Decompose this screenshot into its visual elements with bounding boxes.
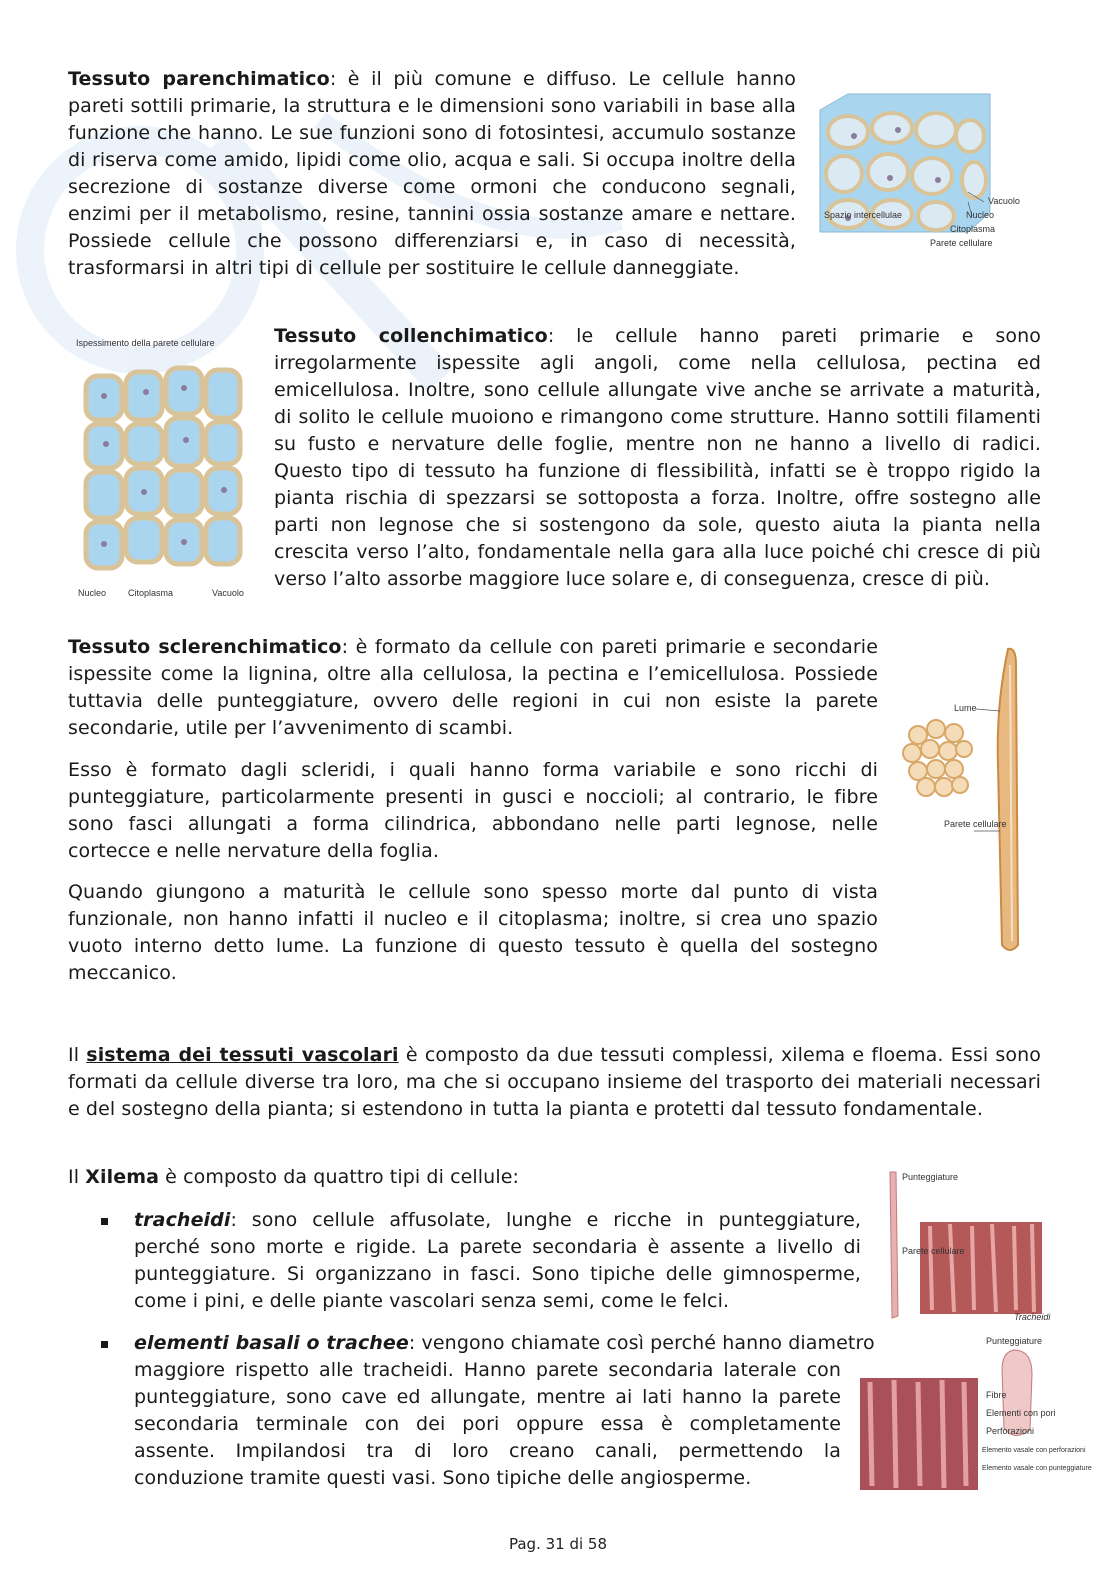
parenchimatico-text: : è il più comune e diffuso. Le cellule hanno pareti sottili primarie, la struttura e le dimensioni sono variabili in base alla funzione che hanno. Le sue funzioni sono di fotosintesi, accumulo sostanze di riserva come amido, lipidi come olio, acqua e sali. Si occupa inoltre della secrezione di sostanze diverse come ormoni che conducono segnali, enzimi per il metabolismo, resine, tannini ossia sostanze amare e nettare. Possiede cellule che possono differenziarsi e, in caso di necessità, trasformarsi in altri tipi di cellule per sostituire le cellule danneggiate. (68, 68, 796, 279)
label-citoplasma: Citoplasma (950, 224, 996, 234)
label-punteggiature: Punteggiature (986, 1336, 1043, 1346)
label-perforazioni: Perforazioni (986, 1426, 1035, 1436)
label-elemento-vasale-perforazioni: Elemento vasale con perforazioni (982, 1447, 1086, 1454)
trachee-figure (856, 1330, 1092, 1494)
label-lume: Lume (954, 703, 977, 713)
label-parete-cellulare: Parete cellulare (930, 238, 993, 248)
label-vacuolo: Vacuolo (988, 196, 1020, 206)
collenchimatico-paragraph (274, 323, 1041, 593)
xilema-heading: Xilema (85, 1166, 160, 1188)
xilema-paragraph (68, 1164, 868, 1191)
bullet-marker (101, 1218, 108, 1225)
sclerenchimatico-text-3: Quando giungono a maturità le cellule sono spesso morte dal punto di vista funzionale, non hanno infatti il nucleo e il citoplasma; inoltre, si crea uno spazio vuoto interno detto lume. La funzione di questo tessuto è quella del sostegno meccanico. (68, 881, 878, 984)
sclerenchimatico-heading: Tessuto sclerenchimatico (68, 636, 342, 658)
label-punteggiature: Punteggiature (902, 1172, 959, 1182)
bullet-trachee-rest (134, 1357, 841, 1492)
bullet-tracheidi (134, 1207, 861, 1315)
parenchyma-figure (818, 92, 1034, 257)
label-nucleo: Nucleo (78, 588, 107, 598)
collenchimatico-text: : le cellule hanno pareti primarie e sono irregolarmente ispessite agli angoli, come nella cellulosa, pectina ed emicellulosa. Inoltre, sono cellule allungate vive anche se arrivate a maturità, di solito le cellule muoiono e rimangono come strutture. Hanno sottili filamenti su fusto e nervature delle foglie, mentre non ne hanno a livello di radici. Questo tipo di tessuto ha funzione di flessibilità, infatti se è troppo rigido la pianta rischia di spezzarsi se sottoposta a forza. Inoltre, offre sostegno alle parti non legnose che si sostengono da sole, questo aiuta la pianta nella crescita verso l’alto, fondamentale nella gara alla luce poiché chi cresce di più verso l’alto assorbe maggiore luce solare e, di conseguenza, cresce di più. (274, 325, 1041, 590)
trachee-text-rest: maggiore rispetto alle tracheidi. Hanno parete secondaria laterale con punteggiature, sono cave ed allungate, mentre ai lati hanno la parete secondaria terminale con dei pori oppure essa è completamente assente. Impilandosi tra di loro creano canali, permettendo la conduzione tramite questi vasi. Sono tipiche delle angiosperme. (134, 1359, 841, 1489)
sclerenchimatico-paragraph-1 (68, 634, 878, 742)
label-tracheidi: Tracheidi (1014, 1312, 1051, 1322)
tracheidi-term: tracheidi (134, 1209, 231, 1231)
bullet-marker (101, 1341, 108, 1348)
label-parete-cellulare: Parete cellulare (902, 1246, 965, 1256)
label-nucleo: Nucleo (966, 210, 995, 220)
label-elementi-pori: Elementi con pori (986, 1408, 1056, 1418)
sclerenchimatico-paragraph-2 (68, 757, 878, 865)
label-citoplasma: Citoplasma (128, 588, 174, 598)
label-spazio-intercellulare: Spazio intercellulae (824, 210, 903, 220)
parenchimatico-heading: Tessuto parenchimatico (68, 68, 330, 90)
sclerenchimatico-text-2: Esso è formato dagli scleridi, i quali hanno forma variabile e sono ricchi di punteggiature, particolarmente presenti in gusci e noccioli; al contrario, le fibre sono fasci allungati a forma cilindrica, abbondano nelle parti legnose, nelle cortecce e nelle nervature della foglia. (68, 759, 878, 862)
vascolare-title: sistema dei tessuti vascolari (86, 1044, 399, 1066)
xilema-pre: Il (68, 1166, 86, 1188)
sclerenchimatico-paragraph-3 (68, 879, 878, 987)
sclerenchyma-figure (898, 645, 1038, 957)
vascolare-intro-pre: Il (68, 1044, 87, 1066)
vascolare-intro-text: è composto da due tessuti complessi, xilema e floema. Essi sono formati da cellule diverse tra loro, ma che si occupano insieme del trasporto dei materiali necessari e del sostegno della pianta; si estendono in tutta la pianta e protetti dal tessuto fondamentale. (68, 1044, 1041, 1120)
collenchyma-figure (76, 332, 262, 602)
vascolare-paragraph (68, 1042, 1041, 1123)
xilema-text: è composto da quattro tipi di cellule: (159, 1166, 519, 1188)
label-ispessimento: Ispessimento della parete cellulare (76, 338, 215, 348)
page-number: Pag. 31 di 58 (508, 1535, 608, 1553)
label-elemento-vasale-punteggiature: Elemento vasale con punteggiature (982, 1465, 1092, 1472)
parenchimatico-paragraph (68, 66, 796, 282)
tracheidi-text: : sono cellule affusolate, lunghe e ricche in punteggiature, perché sono morte e rigide. La parete secondaria è assente a livello di punteggiature. Si organizzano in fasci. Sono tipiche delle gimnosperme, come i pini, e delle piante vascolari senza semi, come le felci. (134, 1209, 861, 1312)
label-parete-cellulare: Parete cellulare (944, 819, 1007, 829)
sclerenchimatico-text-1: : è formato da cellule con pareti primarie e secondarie ispessite come la lignina, oltre alla cellulosa, la pectina e l’emicellulosa. Possiede tuttavia delle punteggiature, ovvero delle regioni in cui non esiste la parete secondarie, utile per l’avvenimento di scambi. (68, 636, 878, 739)
bullet-trachee-line1 (134, 1330, 974, 1357)
label-fibre: Fibre (986, 1390, 1007, 1400)
collenchimatico-heading: Tessuto collenchimatico (274, 325, 548, 347)
label-vacuolo: Vacuolo (212, 588, 244, 598)
trachee-term: elementi basali o trachee (134, 1332, 409, 1354)
tracheidi-figure (880, 1170, 1051, 1322)
trachee-text-line1: : vengono chiamate così perché hanno diametro (408, 1332, 875, 1354)
